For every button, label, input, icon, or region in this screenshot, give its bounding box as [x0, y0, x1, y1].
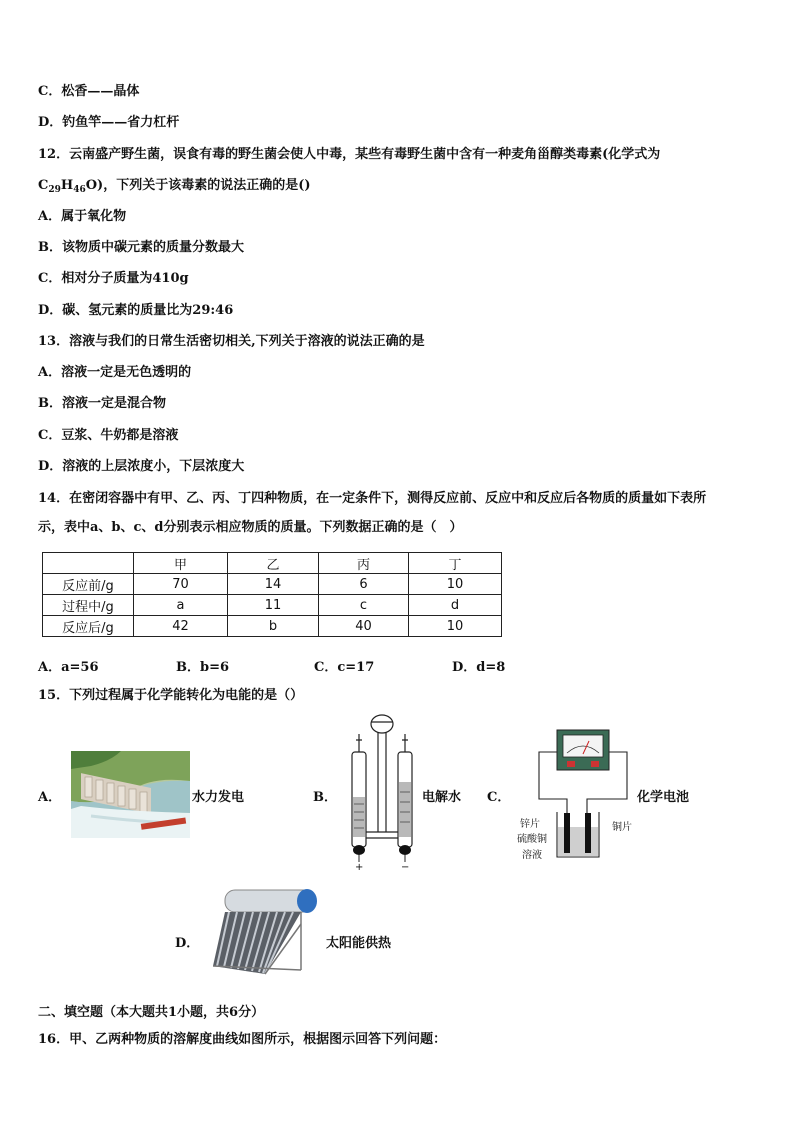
question-15-option-d-caption: 太阳能供热: [326, 936, 392, 951]
question-14-option-c: C．c=17: [314, 660, 375, 675]
question-14-option-b: B．b=6: [176, 660, 230, 675]
negative-terminal-label: −: [401, 862, 410, 873]
question-14-option-a: A．a=56: [38, 660, 99, 675]
question-13-option-a: A．溶液一定是无色透明的: [38, 365, 192, 380]
table-cell: a: [134, 595, 228, 616]
question-14-option-d: D．d=8: [452, 660, 506, 675]
question-12-stem: 12．云南盛产野生菌，误食有毒的野生菌会使人中毒，某些有毒野生菌中含有一种麦角甾醇类毒素(化学式为: [38, 147, 661, 162]
question-12-option-b: B．该物质中碳元素的质量分数最大: [38, 240, 244, 255]
table-header-row: [43, 553, 502, 574]
question-15-stem: 15．下列过程属于化学能转化为电能的是（）: [38, 688, 304, 703]
question-16-stem: 16．甲、乙两种物质的溶解度曲线如图所示，根据图示回答下列问题：: [38, 1032, 447, 1047]
table-cell: 40: [319, 616, 409, 637]
question-13-option-b: B．溶液一定是混合物: [38, 396, 166, 411]
table-cell: 甲: [134, 553, 228, 574]
table-cell: 10: [409, 574, 502, 595]
question-12-stem-cont: $C_{29}H_{46}O$)，下列关于该毒素的说法正确的是(): [38, 178, 311, 195]
table-row: [43, 616, 502, 637]
solution-label: 溶液: [522, 850, 542, 861]
question-15-option-c-caption: 化学电池: [637, 790, 690, 805]
question-13-option-c: C．豆浆、牛奶都是溶液: [38, 428, 179, 443]
table-cell: 70: [134, 574, 228, 595]
copper-sulfate-label: 硫酸铜: [517, 834, 547, 845]
hydro-dam-image: [71, 751, 190, 838]
question-12-option-a: A．属于氧化物: [38, 209, 127, 224]
table-cell: 反应后/g: [43, 616, 134, 637]
positive-terminal-label: +: [355, 862, 364, 873]
table-cell: [43, 553, 134, 574]
question-12-option-c: C．相对分子质量为410g: [38, 271, 189, 286]
question-14-stem-cont: 示，表中a、b、c、d分别表示相应物质的质量。下列数据正确的是（ ）: [38, 520, 463, 535]
table-cell: 丙: [319, 553, 409, 574]
table-row: [43, 574, 502, 595]
table-cell: 14: [228, 574, 319, 595]
table-cell: b: [228, 616, 319, 637]
table-cell: 6: [319, 574, 409, 595]
table-cell: 反应前/g: [43, 574, 134, 595]
zinc-plate-label: 锌片: [520, 819, 540, 830]
mass-table: [42, 552, 502, 637]
table-cell: 11: [228, 595, 319, 616]
question-15-option-a-letter: A．: [38, 790, 62, 805]
table-cell: c: [319, 595, 409, 616]
table-cell: 42: [134, 616, 228, 637]
table-cell: 丁: [409, 553, 502, 574]
section-2-heading: 二、填空题（本大题共1小题，共6分）: [38, 1005, 265, 1020]
table-cell: 10: [409, 616, 502, 637]
solar-water-heater-image: [205, 884, 319, 982]
copper-plate-label: 铜片: [612, 822, 632, 833]
question-13-stem: 13．溶液与我们的日常生活密切相关,下列关于溶液的说法正确的是: [38, 334, 425, 349]
question-13-option-d: D．溶液的上层浓度小，下层浓度大: [38, 459, 245, 474]
table-cell: 乙: [228, 553, 319, 574]
option-d-fishing-rod: D．钓鱼竿——省力杠杆: [38, 115, 180, 130]
question-15-option-a-caption: 水力发电: [192, 790, 245, 805]
question-15-option-c-letter: C．: [487, 790, 511, 805]
table-cell: 过程中/g: [43, 595, 134, 616]
question-14-stem: 14．在密闭容器中有甲、乙、丙、丁四种物质，在一定条件下，测得反应前、反应中和反应后各物质的质量如下表所: [38, 491, 707, 506]
table-row: [43, 595, 502, 616]
option-c-rosin: C．松香——晶体: [38, 84, 140, 99]
question-12-option-d: D．碳、氢元素的质量比为29:46: [38, 303, 234, 318]
question-15-option-b-caption: 电解水: [422, 790, 462, 805]
table-cell: d: [409, 595, 502, 616]
question-15-option-d-letter: D．: [175, 936, 200, 951]
electrolysis-apparatus: [340, 712, 420, 878]
question-15-option-b-letter: B．: [313, 790, 337, 805]
